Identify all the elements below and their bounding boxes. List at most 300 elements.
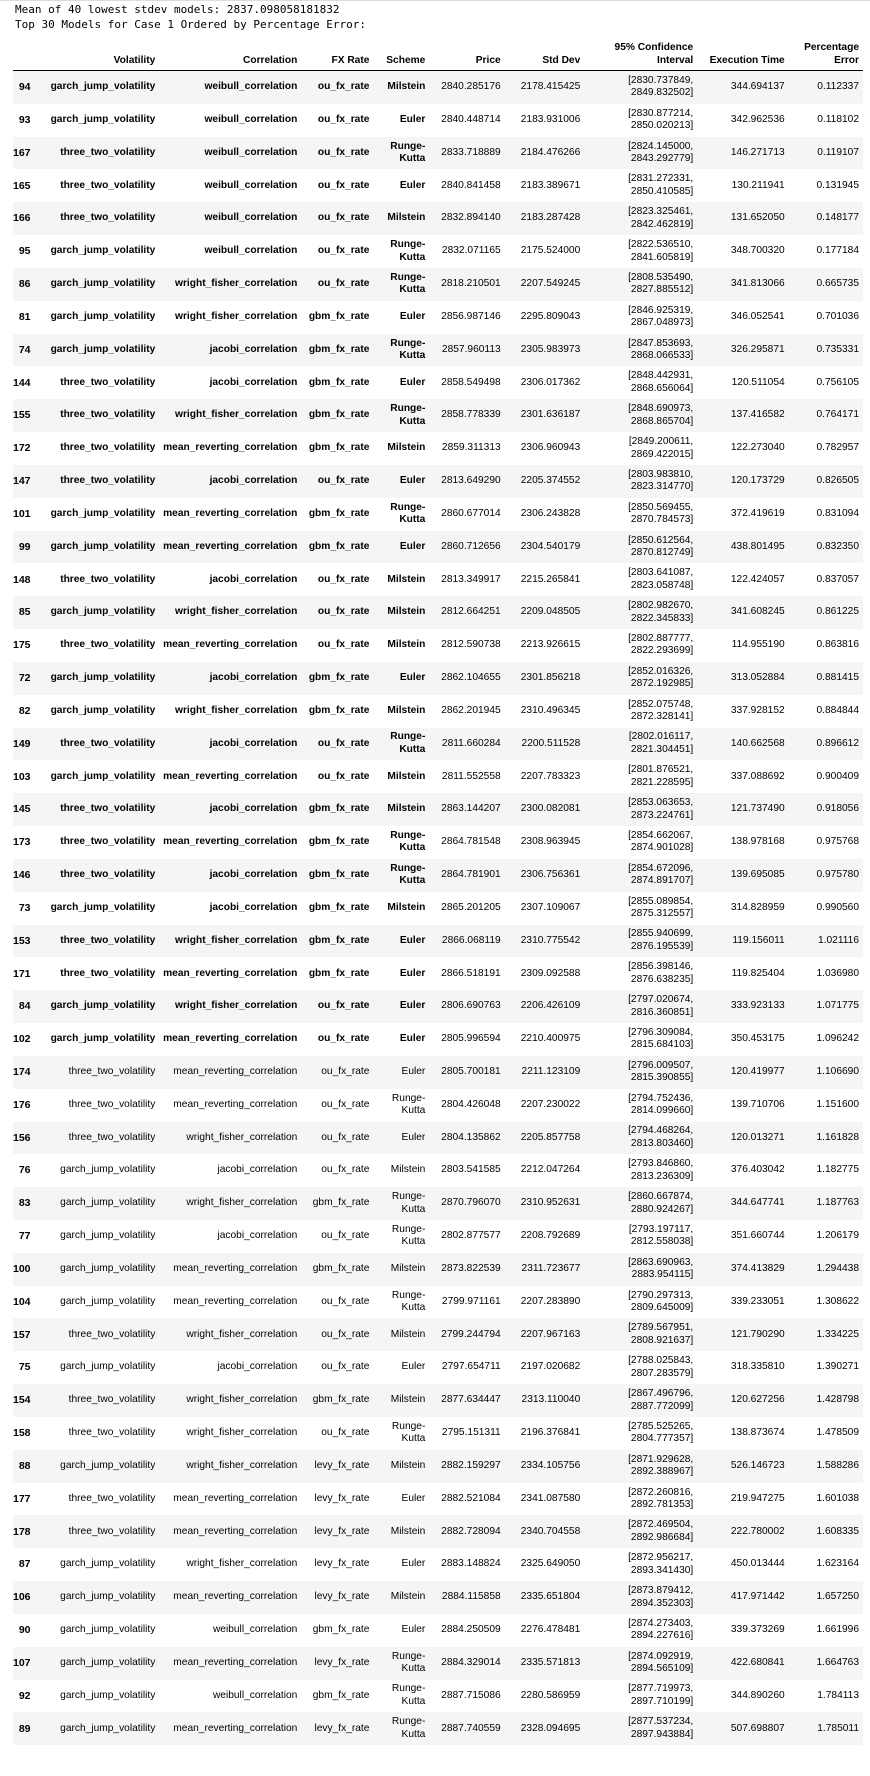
table-row [13, 498, 863, 531]
cell-scheme: Milstein [387, 803, 426, 815]
table-row [13, 1154, 863, 1187]
cell-execution-time: 344.647741 [730, 1197, 785, 1209]
cell-volatility: garch_jump_volatility [60, 1197, 156, 1209]
cell-correlation: jacobi_correlation [209, 475, 298, 487]
cell-percentage-error: 1.428798 [816, 1394, 859, 1406]
table-row [13, 235, 863, 268]
cell-std-dev: 2301.636187 [520, 409, 581, 421]
cell-correlation: jacobi_correlation [209, 803, 298, 815]
cell-confidence-interval: [2823.325461, 2842.462819] [628, 206, 694, 230]
cell-execution-time: 351.660744 [730, 1230, 785, 1242]
cell-fx-rate: ou_fx_rate [321, 1328, 370, 1340]
cell-std-dev: 2184.476266 [520, 146, 581, 158]
cell-scheme: Euler [399, 1000, 426, 1012]
table-row [13, 793, 863, 826]
cell-price: 2813.349917 [441, 573, 501, 585]
cell-confidence-interval: [2830.877214, 2850.020213] [628, 107, 694, 132]
cell-price: 2887.715086 [441, 1689, 501, 1701]
cell-fx-rate: ou_fx_rate [321, 1295, 370, 1307]
cell-execution-time: 120.173729 [730, 475, 785, 487]
cell-price: 2802.877577 [441, 1230, 501, 1242]
table-row [13, 1122, 863, 1155]
cell-scheme: Milstein [390, 1328, 426, 1340]
cell-std-dev: 2183.931006 [520, 113, 581, 125]
cell-scheme: Runge-Kutta [390, 239, 426, 263]
cell-scheme: Milstein [387, 81, 426, 93]
cell-volatility: garch_jump_volatility [50, 704, 156, 716]
cell-execution-time: 120.511054 [731, 376, 785, 388]
cell-volatility: garch_jump_volatility [50, 540, 156, 552]
cell-std-dev: 2196.376841 [520, 1427, 581, 1439]
cell-scheme: Runge-Kutta [391, 1650, 426, 1675]
cell-std-dev: 2310.496345 [520, 704, 581, 716]
cell-confidence-interval: [2788.025843, 2807.283579] [628, 1355, 694, 1379]
cell-execution-time: 114.955190 [731, 639, 785, 651]
cell-price: 2803.541585 [441, 1164, 501, 1176]
cell-price: 2866.518191 [441, 967, 501, 979]
table-row [13, 1548, 863, 1581]
cell-std-dev: 2300.082081 [520, 803, 581, 815]
cell-price: 2866.068119 [441, 934, 501, 946]
cell-std-dev: 2307.109067 [520, 901, 581, 913]
cell-correlation: weibull_correlation [212, 1624, 298, 1636]
cell-price: 2799.971161 [441, 1295, 501, 1307]
cell-percentage-error: 1.151600 [816, 1098, 859, 1110]
cell-execution-time: 326.295871 [730, 343, 785, 355]
cell-percentage-error: 0.177184 [816, 245, 859, 257]
cell-index: 157 [13, 1328, 31, 1341]
cell-std-dev: 2205.374552 [520, 475, 581, 487]
cell-confidence-interval: [2854.672096, 2874.891707] [628, 862, 694, 887]
cell-fx-rate: ou_fx_rate [317, 179, 370, 191]
cell-volatility: three_two_volatility [60, 967, 156, 979]
cell-percentage-error: 0.975768 [816, 836, 859, 848]
cell-volatility: three_two_volatility [68, 1098, 156, 1110]
cell-index: 81 [18, 310, 31, 323]
cell-confidence-interval: [2831.272331, 2850.410585] [628, 173, 694, 197]
cell-confidence-interval: [2874.273403, 2894.227616] [628, 1617, 694, 1642]
cell-percentage-error: 0.837057 [816, 573, 859, 585]
cell-fx-rate: ou_fx_rate [317, 113, 370, 125]
cell-price: 2832.894140 [441, 212, 501, 224]
cell-correlation: weibull_correlation [204, 245, 298, 257]
cell-percentage-error: 0.764171 [816, 409, 859, 421]
cell-price: 2877.634447 [441, 1394, 501, 1406]
col-header-price: Price [429, 37, 504, 71]
cell-confidence-interval: [2877.537234, 2897.943884] [628, 1716, 694, 1740]
cell-price: 2840.448714 [441, 113, 501, 125]
cell-fx-rate: levy_fx_rate [314, 1525, 370, 1537]
cell-correlation: wright_fisher_correlation [175, 310, 298, 322]
cell-correlation: wright_fisher_correlation [186, 1328, 298, 1340]
cell-scheme: Euler [401, 1361, 426, 1373]
cell-execution-time: 131.652050 [730, 212, 785, 224]
cell-fx-rate: ou_fx_rate [317, 737, 370, 749]
cell-std-dev: 2206.426109 [520, 1000, 581, 1012]
cell-scheme: Milstein [387, 639, 426, 651]
cell-correlation: mean_reverting_correlation [173, 1098, 298, 1110]
cell-index: 177 [13, 1492, 31, 1505]
cell-percentage-error: 0.863816 [816, 639, 859, 651]
cell-percentage-error: 1.478509 [816, 1427, 859, 1439]
cell-index: 72 [18, 672, 31, 685]
cell-volatility: garch_jump_volatility [60, 1656, 156, 1668]
cell-index: 95 [18, 245, 31, 258]
cell-volatility: three_two_volatility [68, 1066, 156, 1077]
cell-execution-time: 120.013271 [730, 1131, 785, 1143]
cell-std-dev: 2310.952631 [520, 1197, 581, 1209]
cell-std-dev: 2276.478481 [520, 1624, 581, 1636]
cell-volatility: garch_jump_volatility [60, 1624, 156, 1636]
cell-scheme: Euler [399, 310, 426, 322]
cell-index: 178 [13, 1525, 31, 1538]
table-row [13, 826, 863, 859]
cell-percentage-error: 1.182775 [816, 1164, 859, 1176]
cell-price: 2882.728094 [441, 1525, 501, 1537]
cell-volatility: garch_jump_volatility [60, 1459, 156, 1471]
cell-confidence-interval: [2848.690973, 2868.865704] [628, 403, 694, 427]
cell-correlation: wright_fisher_correlation [175, 934, 298, 946]
cell-scheme: Milstein [387, 704, 426, 716]
cell-correlation: weibull_correlation [204, 146, 298, 158]
cell-percentage-error: 0.148177 [816, 212, 859, 224]
cell-index: 146 [13, 869, 31, 882]
cell-correlation: mean_reverting_correlation [173, 1656, 298, 1668]
cell-price: 2858.778339 [441, 409, 501, 421]
cell-confidence-interval: [2794.752436, 2814.099660] [628, 1092, 694, 1117]
cell-std-dev: 2175.524000 [520, 245, 581, 257]
cell-fx-rate: ou_fx_rate [321, 1066, 370, 1077]
cell-price: 2882.521084 [441, 1492, 501, 1504]
cell-execution-time: 120.627256 [730, 1394, 785, 1406]
cell-price: 2870.796070 [441, 1197, 501, 1209]
cell-percentage-error: 0.131945 [816, 179, 859, 191]
table-row [13, 925, 863, 958]
cell-volatility: three_two_volatility [60, 409, 156, 421]
col-header-percentage-error: Percentage Error [789, 37, 863, 71]
cell-std-dev: 2212.047264 [520, 1164, 581, 1176]
cell-fx-rate: ou_fx_rate [317, 212, 370, 224]
table-row [13, 563, 863, 596]
cell-fx-rate: ou_fx_rate [317, 1033, 370, 1045]
cell-percentage-error: 1.785011 [817, 1722, 859, 1734]
cell-fx-rate: gbm_fx_rate [312, 1689, 370, 1701]
cell-volatility: three_two_volatility [60, 376, 156, 388]
cell-percentage-error: 1.187763 [816, 1197, 859, 1209]
cell-percentage-error: 1.096242 [816, 1033, 859, 1045]
cell-std-dev: 2306.960943 [520, 442, 581, 454]
table-row [13, 399, 863, 432]
cell-std-dev: 2308.963945 [520, 836, 581, 848]
cell-confidence-interval: [2797.020674, 2816.360851] [628, 994, 694, 1018]
cell-std-dev: 2207.549245 [520, 278, 581, 290]
cell-index: 82 [18, 704, 31, 717]
cell-std-dev: 2210.400975 [520, 1033, 581, 1045]
cell-correlation: mean_reverting_correlation [163, 540, 298, 552]
cell-volatility: garch_jump_volatility [60, 1230, 156, 1242]
cell-volatility: garch_jump_volatility [50, 901, 156, 913]
cell-execution-time: 222.780002 [730, 1525, 785, 1537]
cell-index: 85 [18, 606, 31, 619]
cell-scheme: Runge-Kutta [391, 1092, 426, 1117]
cell-percentage-error: 0.884844 [816, 704, 859, 716]
cell-volatility: garch_jump_volatility [50, 672, 156, 684]
cell-price: 2864.781901 [441, 869, 501, 881]
cell-std-dev: 2328.094695 [520, 1722, 581, 1734]
cell-volatility: garch_jump_volatility [60, 1689, 156, 1701]
cell-percentage-error: 0.665735 [816, 278, 859, 290]
cell-volatility: three_two_volatility [60, 869, 156, 881]
cell-percentage-error: 0.861225 [816, 606, 859, 618]
table-row [13, 268, 863, 301]
cell-volatility: three_two_volatility [60, 836, 156, 848]
cell-execution-time: 146.271713 [730, 146, 785, 158]
cell-volatility: garch_jump_volatility [60, 1558, 156, 1570]
cell-std-dev: 2295.809043 [520, 310, 581, 322]
table-row [13, 1614, 863, 1647]
cell-std-dev: 2197.020682 [520, 1361, 581, 1373]
cell-index: 156 [13, 1131, 31, 1144]
cell-fx-rate: gbm_fx_rate [312, 1394, 370, 1406]
cell-fx-rate: gbm_fx_rate [308, 507, 370, 519]
table-row [13, 1318, 863, 1351]
cell-scheme: Euler [401, 1624, 426, 1636]
cell-correlation: jacobi_correlation [217, 1230, 298, 1242]
cell-confidence-interval: [2854.662067, 2874.901028] [628, 829, 694, 854]
cell-execution-time: 219.947275 [730, 1492, 785, 1504]
col-header-execution-time: Execution Time [697, 37, 788, 71]
cell-fx-rate: ou_fx_rate [321, 1164, 370, 1176]
cell-index: 147 [13, 475, 31, 488]
cell-index: 86 [18, 278, 31, 291]
cell-execution-time: 374.413829 [730, 1262, 785, 1274]
cell-std-dev: 2313.110040 [521, 1394, 581, 1406]
cell-execution-time: 138.978168 [730, 836, 785, 848]
cell-volatility: garch_jump_volatility [60, 1164, 156, 1176]
cell-confidence-interval: [2855.089854, 2875.312557] [628, 895, 694, 920]
cell-correlation: jacobi_correlation [209, 573, 298, 585]
cell-volatility: garch_jump_volatility [50, 770, 156, 782]
cell-volatility: three_two_volatility [68, 1328, 156, 1340]
cell-volatility: three_two_volatility [60, 442, 156, 454]
cell-price: 2856.987146 [441, 310, 501, 322]
cell-percentage-error: 0.118102 [817, 113, 859, 125]
cell-confidence-interval: [2846.925319, 2867.048973] [628, 304, 694, 329]
cell-index: 155 [13, 409, 31, 422]
cell-volatility: garch_jump_volatility [60, 1591, 156, 1603]
cell-execution-time: 139.695085 [730, 869, 785, 881]
cell-confidence-interval: [2855.940699, 2876.195539] [628, 928, 694, 952]
cell-execution-time: 313.052884 [730, 672, 785, 684]
cell-volatility: three_two_volatility [60, 934, 156, 946]
cell-scheme: Runge-Kutta [391, 1683, 426, 1707]
table-row [13, 301, 863, 334]
cell-execution-time: 342.962536 [730, 113, 785, 125]
cell-execution-time: 417.971442 [730, 1591, 785, 1603]
table-row [13, 1647, 863, 1680]
cell-index: 83 [18, 1197, 31, 1210]
cell-fx-rate: gbm_fx_rate [308, 934, 370, 946]
cell-fx-rate: gbm_fx_rate [308, 704, 370, 716]
cell-index: 88 [18, 1459, 31, 1472]
cell-std-dev: 2335.571813 [520, 1656, 581, 1668]
table-row [13, 432, 863, 465]
cell-confidence-interval: [2785.525265, 2804.777357] [628, 1420, 694, 1445]
cell-percentage-error: 1.588286 [816, 1459, 859, 1471]
cell-confidence-interval: [2874.092919, 2894.565109] [628, 1650, 694, 1675]
cell-percentage-error: 0.832350 [816, 540, 859, 552]
table-row [13, 531, 863, 564]
cell-fx-rate: ou_fx_rate [317, 146, 370, 158]
cell-fx-rate: ou_fx_rate [321, 1427, 370, 1439]
cell-index: 174 [13, 1066, 31, 1078]
cell-scheme: Runge-Kutta [391, 1223, 426, 1248]
table-row [13, 202, 863, 235]
cell-index: 173 [13, 836, 31, 849]
cell-confidence-interval: [2794.468264, 2813.803460] [628, 1125, 694, 1149]
cell-percentage-error: 0.975780 [816, 869, 859, 881]
cell-execution-time: 507.698807 [730, 1722, 785, 1734]
cell-fx-rate: ou_fx_rate [317, 245, 370, 257]
table-row [13, 465, 863, 498]
cell-correlation: mean_reverting_correlation [173, 1066, 298, 1077]
cell-price: 2862.104655 [441, 672, 501, 684]
cell-percentage-error: 1.294438 [816, 1262, 859, 1274]
cell-execution-time: 339.233051 [730, 1295, 785, 1307]
cell-std-dev: 2310.775542 [520, 934, 581, 946]
cell-price: 2858.549498 [441, 376, 501, 388]
cell-price: 2804.135862 [441, 1131, 501, 1143]
cell-correlation: mean_reverting_correlation [163, 507, 298, 519]
cell-index: 153 [13, 934, 31, 947]
cell-correlation: wright_fisher_correlation [175, 1000, 298, 1012]
cell-scheme: Euler [401, 1131, 426, 1143]
cell-price: 2818.210501 [441, 278, 501, 290]
cell-confidence-interval: [2872.956217, 2893.341430] [628, 1552, 694, 1576]
cell-fx-rate: gbm_fx_rate [308, 967, 370, 979]
cell-fx-rate: levy_fx_rate [314, 1459, 370, 1471]
cell-index: 104 [13, 1295, 31, 1308]
table-row [13, 169, 863, 202]
cell-correlation: jacobi_correlation [209, 343, 298, 355]
cell-std-dev: 2207.283890 [520, 1295, 581, 1307]
table-row [13, 859, 863, 892]
cell-scheme: Runge-Kutta [391, 1420, 426, 1445]
cell-confidence-interval: [2852.075748, 2872.328141] [628, 698, 694, 723]
cell-confidence-interval: [2877.719973, 2897.710199] [628, 1683, 694, 1707]
cell-correlation: jacobi_correlation [209, 376, 298, 388]
cell-percentage-error: 1.071775 [816, 1000, 859, 1012]
cell-correlation: weibull_correlation [204, 113, 298, 125]
cell-percentage-error: 1.390271 [816, 1361, 859, 1373]
cell-std-dev: 2183.287428 [520, 212, 581, 224]
cell-scheme: Runge-Kutta [390, 140, 426, 165]
cell-percentage-error: 1.657250 [816, 1591, 859, 1603]
cell-std-dev: 2207.230022 [520, 1098, 581, 1110]
cell-index: 77 [18, 1230, 31, 1243]
cell-scheme: Milstein [387, 573, 426, 585]
cell-scheme: Milstein [390, 1394, 426, 1406]
cell-price: 2863.144207 [441, 803, 501, 815]
cell-std-dev: 2280.586959 [520, 1689, 581, 1701]
cell-volatility: garch_jump_volatility [60, 1262, 156, 1274]
cell-percentage-error: 0.918056 [816, 803, 859, 815]
cell-confidence-interval: [2850.612564, 2870.812749] [628, 534, 694, 558]
cell-std-dev: 2209.048505 [520, 606, 581, 618]
cell-index: 75 [18, 1361, 31, 1374]
cell-index: 145 [13, 803, 31, 816]
cell-correlation: weibull_correlation [204, 212, 298, 224]
cell-percentage-error: 1.601038 [816, 1492, 859, 1504]
cell-index: 100 [13, 1262, 31, 1275]
cell-confidence-interval: [2793.197117, 2812.558038] [628, 1223, 694, 1248]
table-row [13, 104, 863, 137]
cell-scheme: Euler [401, 1558, 426, 1570]
cell-price: 2811.552558 [441, 770, 501, 782]
cell-price: 2883.148824 [441, 1558, 501, 1570]
cell-std-dev: 2208.792689 [520, 1230, 581, 1242]
cell-volatility: three_two_volatility [60, 803, 156, 815]
cell-percentage-error: 0.756105 [816, 376, 859, 388]
table-body [13, 71, 863, 1746]
table-row [13, 892, 863, 925]
table-row [13, 990, 863, 1023]
cell-price: 2812.664251 [441, 606, 501, 618]
cell-percentage-error: 0.900409 [816, 770, 859, 782]
col-header-fx-rate: FX Rate [301, 37, 373, 71]
cell-fx-rate: gbm_fx_rate [308, 901, 370, 913]
cell-fx-rate: ou_fx_rate [317, 475, 370, 487]
cell-confidence-interval: [2872.469504, 2892.986684] [628, 1519, 694, 1543]
cell-fx-rate: gbm_fx_rate [308, 836, 370, 848]
cell-execution-time: 139.710706 [730, 1098, 785, 1110]
cell-confidence-interval: [2796.309084, 2815.684103] [628, 1026, 694, 1051]
cell-correlation: mean_reverting_correlation [173, 1262, 298, 1274]
cell-percentage-error: 0.701036 [816, 310, 859, 322]
cell-percentage-error: 1.021116 [818, 934, 859, 946]
cell-execution-time: 438.801495 [730, 540, 785, 552]
cell-fx-rate: gbm_fx_rate [308, 310, 370, 322]
cell-std-dev: 2207.967163 [520, 1328, 581, 1340]
cell-correlation: jacobi_correlation [209, 737, 298, 749]
cell-confidence-interval: [2853.063653, 2873.224761] [628, 797, 694, 821]
cell-std-dev: 2200.511528 [521, 737, 581, 749]
cell-fx-rate: ou_fx_rate [321, 1361, 370, 1373]
cell-fx-rate: gbm_fx_rate [308, 442, 370, 454]
cell-volatility: garch_jump_volatility [50, 606, 156, 618]
table-row [13, 596, 863, 629]
cell-correlation: mean_reverting_correlation [173, 1295, 298, 1307]
table-row [13, 1417, 863, 1450]
cell-percentage-error: 1.161828 [816, 1131, 859, 1143]
cell-percentage-error: 1.784113 [817, 1689, 859, 1701]
cell-confidence-interval: [2873.879412, 2894.352303] [628, 1585, 694, 1609]
cell-price: 2797.654711 [441, 1361, 501, 1373]
cell-price: 2865.201205 [441, 901, 501, 913]
cell-correlation: wright_fisher_correlation [186, 1131, 298, 1143]
cell-index: 76 [18, 1164, 31, 1177]
cell-index: 84 [18, 1000, 31, 1013]
cell-correlation: wright_fisher_correlation [186, 1394, 298, 1406]
col-header-volatility: Volatility [35, 37, 160, 71]
cell-confidence-interval: [2848.442931, 2868.656064] [628, 370, 694, 394]
cell-index: 171 [13, 967, 31, 980]
cell-scheme: Runge-Kutta [390, 829, 426, 854]
cell-execution-time: 344.890260 [730, 1689, 785, 1701]
cell-fx-rate: levy_fx_rate [314, 1656, 370, 1668]
cell-scheme: Euler [399, 113, 426, 125]
cell-execution-time: 122.273040 [730, 442, 785, 454]
